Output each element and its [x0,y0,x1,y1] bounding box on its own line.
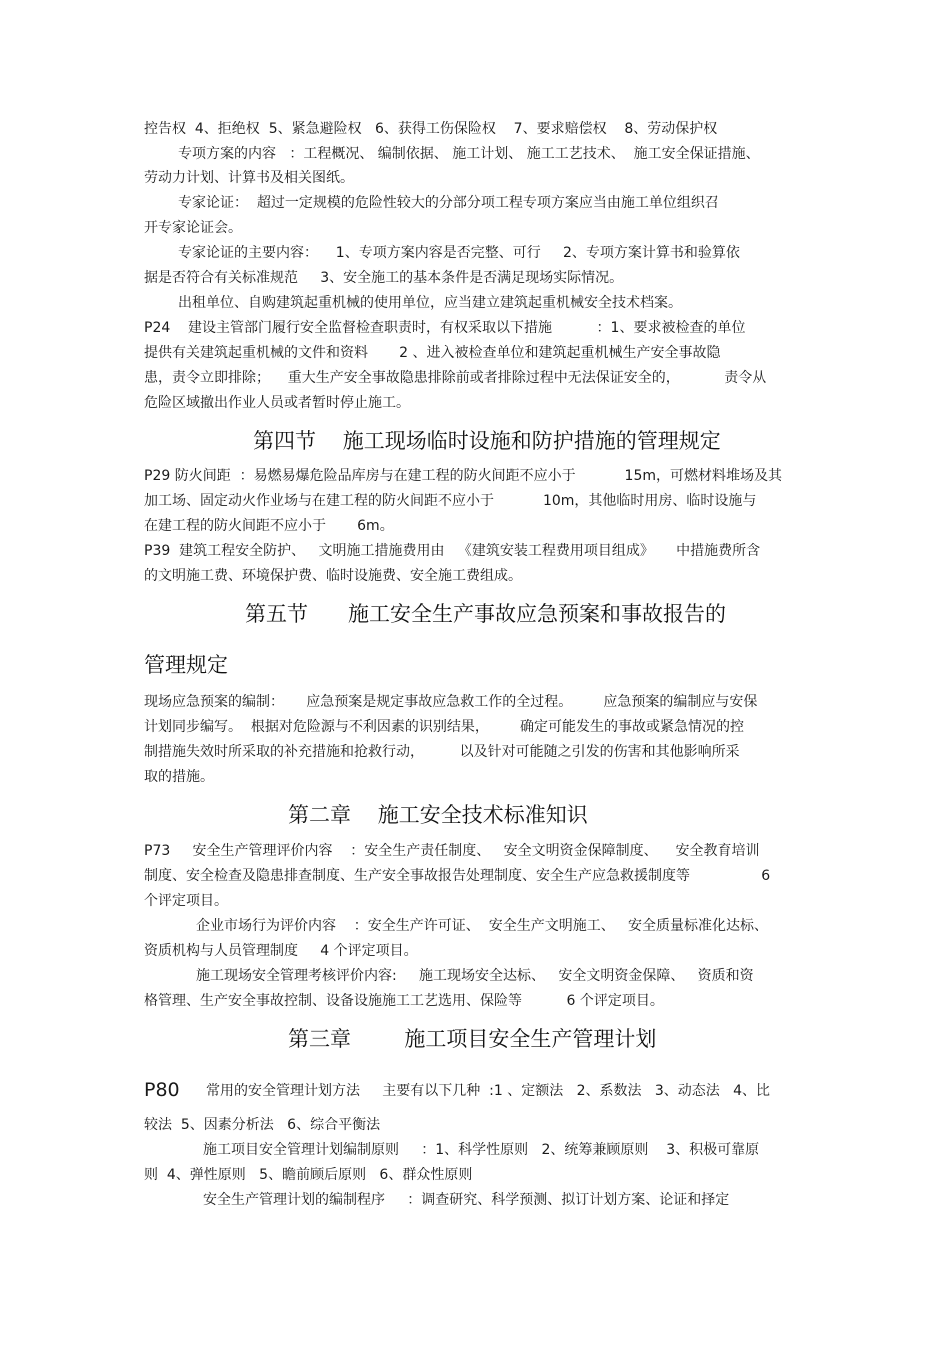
line: 现场应急预案的编制： 应急预案是规定事故应急救工作的全过程。 应急预案的编制应与安保 [144,694,758,710]
line: 专家论证的主要内容： 1、专项方案内容是否完整、可行 2、专项方案计算书和验算依 [178,245,740,261]
line: 据是否符合有关标准规范 3、安全施工的基本条件是否满足现场实际情况。 [144,270,624,286]
line: 开专家论证会。 [144,220,242,236]
line: 施工项目安全管理计划编制原则 ：1、科学性原则 2、统筹兼顾原则 3、积极可靠原 [203,1142,760,1158]
line: 取的措施。 [144,769,214,785]
line: 出租单位、自购建筑起重机械的使用单位，应当建立建筑起重机械安全技术档案。 [178,295,682,311]
line: 制措施失效时所采取的补充措施和抢救行动， 以及针对可能随之引发的伤害和其他影响所采 [144,744,740,760]
line: 计划同步编写。 根据对危险源与不利因素的识别结果， 确定可能发生的事故或紧急情况的控 [144,719,745,735]
line: 则 4、弹性原则 5、瞻前顾后原则 6、群众性原则 [144,1167,473,1183]
line: 劳动力计划、计算书及相关图纸。 [144,170,354,186]
line: 企业市场行为评价内容 ：安全生产许可证、 安全生产文明施工、 安全质量标准化达标、 [196,918,769,934]
line: 在建工程的防火间距不应小于 6m。 [144,518,394,534]
line: 格管理、生产安全事故控制、设备设施施工工艺选用、保险等 6 个评定项目。 [144,993,664,1009]
line: 提供有关建筑起重机械的文件和资料 2 、进入被检查单位和建筑起重机械生产安全事故隐 [144,345,721,361]
line: 专项方案的内容 ：工程概况、 编制依据、 施工计划、 施工工艺技术、 施工安全保证措施、 [178,146,760,162]
section-heading-continued: 管理规定 [144,653,228,677]
line: 个评定项目。 [144,893,228,909]
line: 常用的安全管理计划方法 主要有以下几种 :1 、定额法 2、系数法 3、动态法 4、比 [206,1083,770,1099]
line: 加工场、固定动火作业场与在建工程的防火间距不应小于 10m，其他临时用房、临时设施与 [144,493,757,509]
section-heading: 第五节 施工安全生产事故应急预案和事故报告的 [245,602,727,626]
line: 施工现场安全管理考核评价内容: 施工现场安全达标、 安全文明资金保障、 资质和资 [196,968,754,984]
line: 安全生产管理计划的编制程序 ：调查研究、科学预测、拟订计划方案、论证和择定 [203,1192,730,1208]
line: P39 建筑工程安全防护、 文明施工措施费用由 《建筑安装工程费用项目组成》 中措施费所含 [144,543,761,559]
chapter-heading: 第二章 施工安全技术标准知识 [288,803,588,827]
line: 患，责令立即排除； 重大生产安全事故隐患排除前或者排除过程中无法保证安全的， 责令从 [144,370,767,386]
line: P29 防火间距 ：易燃易爆危险品库房与在建工程的防火间距不应小于 15m，可燃材料堆场及其 [144,468,783,484]
line: 的文明施工费、环境保护费、临时设施费、安全施工费组成。 [144,568,522,584]
line: 专家论证： 超过一定规模的危险性较大的分部分项工程专项方案应当由施工单位组织召 [178,195,719,211]
line: 较法 5、因素分析法 6、综合平衡法 [144,1117,381,1133]
line: P73 安全生产管理评价内容 ：安全生产责任制度、 安全文明资金保障制度、 安全教育培训 [144,843,760,859]
line: 制度、安全检查及隐患排查制度、生产安全事故报告处理制度、安全生产应急救援制度等 6 [144,868,771,884]
line: 危险区域撤出作业人员或者暂时停止施工。 [144,395,410,411]
line: 控告权 4、拒绝权 5、紧急避险权 6、获得工伤保险权 7、要求赔偿权 8、劳动保护权 [144,121,718,137]
line: P24 建设主管部门履行安全监督检查职责时，有权采取以下措施 ：1、要求被检查的单位 [144,320,746,336]
page-ref-label: P80 [144,1079,180,1101]
section-heading: 第四节 施工现场临时设施和防护措施的管理规定 [253,429,721,453]
line: 资质机构与人员管理制度 4 个评定项目。 [144,943,418,959]
chapter-heading: 第三章 施工项目安全生产管理计划 [288,1027,657,1051]
